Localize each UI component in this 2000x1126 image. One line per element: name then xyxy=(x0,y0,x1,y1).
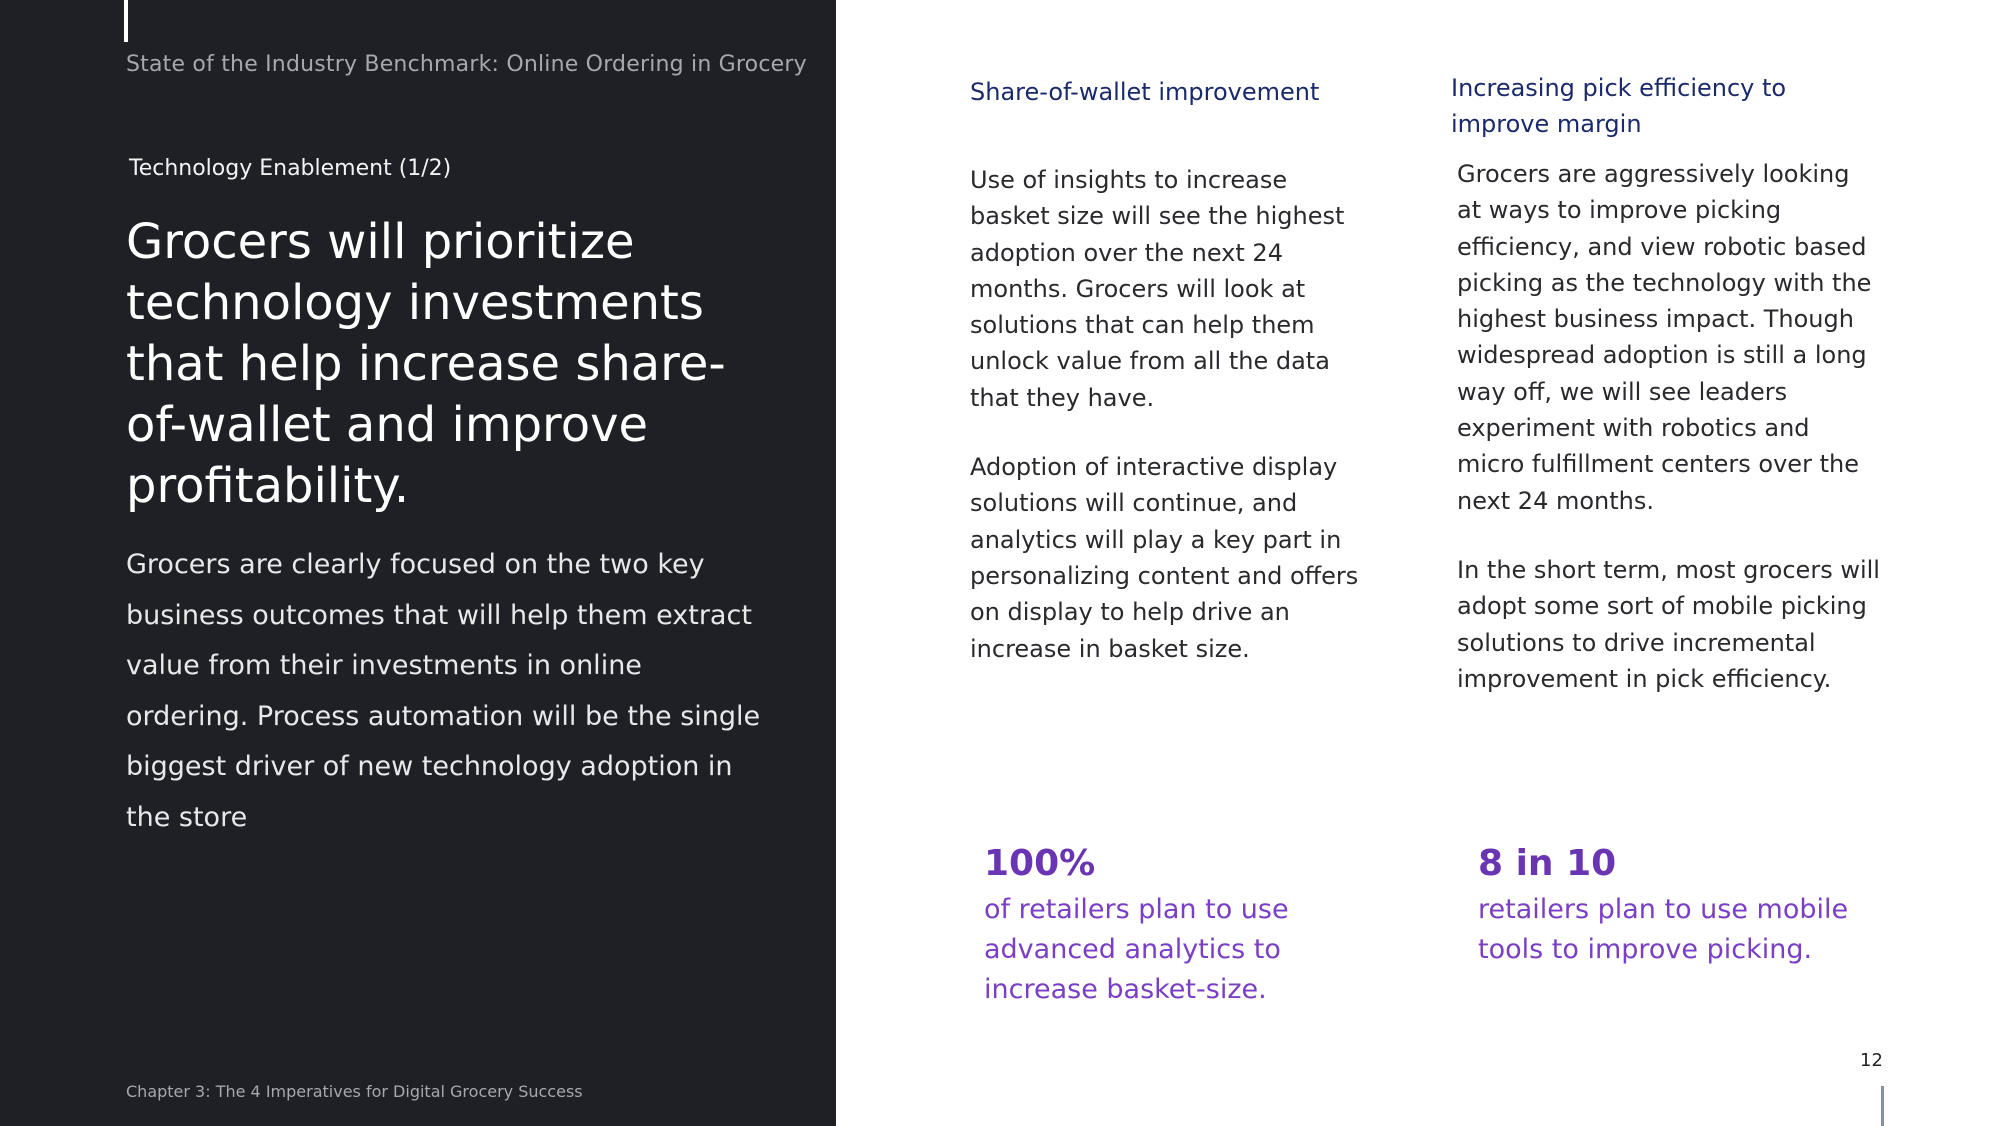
column-body xyxy=(970,162,1370,667)
stat-value: 8 in 10 xyxy=(1478,843,1617,884)
column-heading: Share-of-wallet improvement xyxy=(970,78,1320,106)
column-paragraph: Adoption of interactive display solutions will continue, and analytics will play a key part in personalizing content and offers on display to help drive an increase in basket size. xyxy=(970,453,1359,663)
stat-description: of retailers plan to use advanced analytics to increase basket-size. xyxy=(984,894,1289,1005)
stat-description: retailers plan to use mobile tools to improve picking. xyxy=(1478,894,1849,965)
document-title: State of the Industry Benchmark: Online Ordering in Grocery xyxy=(126,52,807,77)
column-body xyxy=(1457,156,1881,697)
column-share-of-wallet xyxy=(970,74,1370,700)
stat-value: 100% xyxy=(984,843,1096,884)
section-label: Technology Enablement (1/2) xyxy=(129,156,452,181)
page-number: 12 xyxy=(1860,1050,1883,1071)
page-headline: Grocers will prioritize technology investments that help increase share-of-wallet and improve profitability. xyxy=(126,214,726,514)
left-panel xyxy=(0,0,836,1126)
column-pick-efficiency xyxy=(1451,70,1881,730)
bottom-divider xyxy=(1881,1086,1884,1126)
column-paragraph: In the short term, most grocers will adopt some sort of mobile picking solutions to drive incremental improvement in pick efficiency. xyxy=(1457,555,1880,693)
stat-mobile-picking xyxy=(1478,842,1858,970)
chapter-footer: Chapter 3: The 4 Imperatives for Digital Grocery Success xyxy=(126,1082,583,1101)
top-divider xyxy=(124,0,128,42)
column-paragraph: Grocers are aggressively looking at ways to improve picking efficiency, and view robotic based picking as the technology with the highest business impact. Though widespread adoption is still a long way off, we will see leaders experiment with robotics and micro fulfillment centers over the next 24 months. xyxy=(1457,160,1872,515)
stat-analytics xyxy=(984,842,1314,1010)
column-paragraph: Use of insights to increase basket size will see the highest adoption over the next 24 months. Grocers will look at solutions that can help them unlock value from all the data that they have. xyxy=(970,166,1345,412)
column-heading: Increasing pick efficiency to improve margin xyxy=(1451,74,1787,138)
intro-paragraph: Grocers are clearly focused on the two key business outcomes that will help them extract value from their investments in online ordering. Process automation will be the single biggest driver of new technology adoption in the store xyxy=(126,549,761,833)
